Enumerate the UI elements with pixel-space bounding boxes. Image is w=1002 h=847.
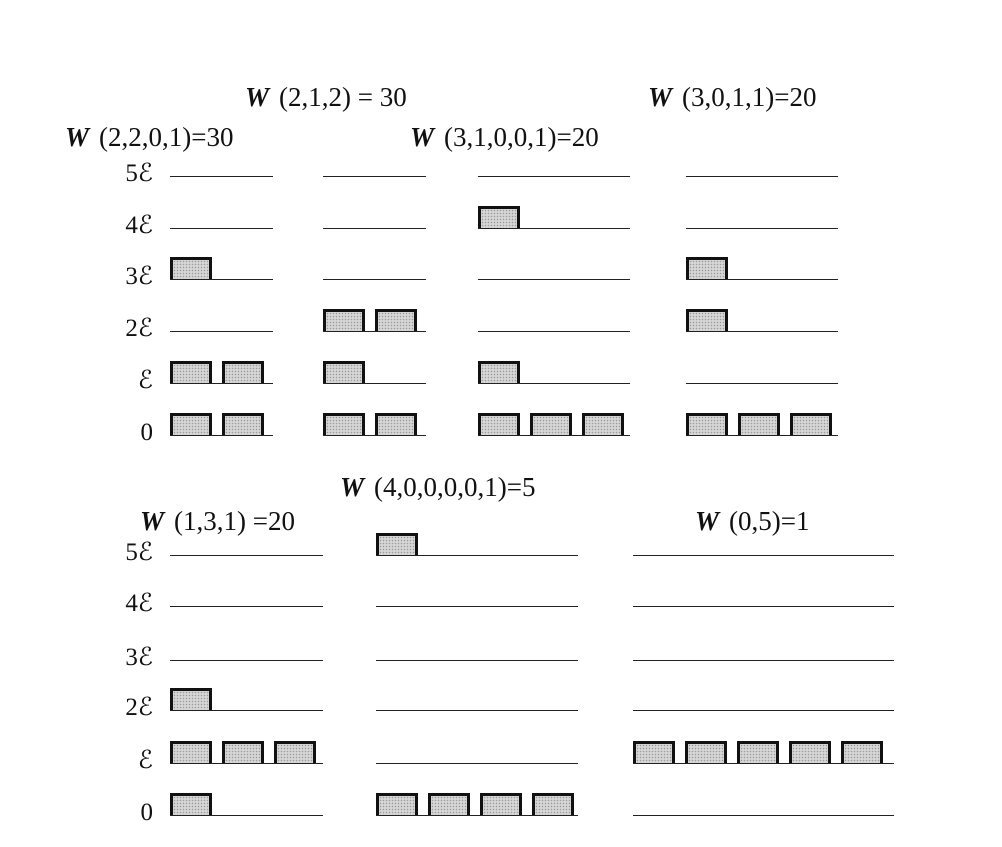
energy-level-line bbox=[170, 815, 323, 816]
macrostate-occupation-label: (3,0,1,1)=20 bbox=[682, 82, 817, 112]
macrostate-title bbox=[140, 506, 295, 536]
particle-box bbox=[530, 413, 572, 435]
particle-box bbox=[685, 741, 727, 763]
particle-box bbox=[170, 413, 212, 435]
energy-level-line bbox=[478, 176, 630, 177]
energy-level-line bbox=[633, 660, 894, 661]
particle-box bbox=[170, 688, 212, 710]
energy-level-line bbox=[323, 383, 426, 384]
particle-box bbox=[323, 309, 365, 331]
energy-level-line bbox=[376, 815, 578, 816]
energy-level-line bbox=[170, 228, 273, 229]
particle-box bbox=[375, 309, 417, 331]
energy-level-label: ℰ bbox=[137, 747, 153, 774]
weight-symbol: W bbox=[245, 82, 270, 112]
particle-box bbox=[789, 741, 831, 763]
energy-level-line bbox=[478, 383, 630, 384]
energy-level-line bbox=[686, 383, 838, 384]
particle-box bbox=[222, 741, 264, 763]
particle-box bbox=[274, 741, 316, 763]
particle-box bbox=[375, 413, 417, 435]
energy-level-line bbox=[633, 763, 894, 764]
energy-level-label: 3ℰ bbox=[125, 644, 153, 671]
energy-level-line bbox=[323, 176, 426, 177]
energy-level-label: 3ℰ bbox=[125, 263, 153, 290]
particle-box bbox=[790, 413, 832, 435]
energy-level-label: 2ℰ bbox=[125, 315, 153, 342]
particle-box bbox=[633, 741, 675, 763]
particle-box bbox=[170, 741, 212, 763]
energy-level-label: 0 bbox=[140, 419, 153, 446]
energy-level-line bbox=[478, 331, 630, 332]
particle-box bbox=[222, 361, 264, 383]
energy-level-label: 5ℰ bbox=[125, 160, 153, 187]
energy-level-line bbox=[478, 279, 630, 280]
energy-level-line bbox=[686, 435, 838, 436]
particle-box bbox=[170, 361, 212, 383]
energy-level-line bbox=[686, 176, 838, 177]
macrostate-title bbox=[695, 506, 809, 536]
macrostate-occupation-label: (2,1,2) = 30 bbox=[279, 82, 407, 112]
particle-box bbox=[222, 413, 264, 435]
particle-box bbox=[376, 793, 418, 815]
particle-box bbox=[582, 413, 624, 435]
energy-level-line bbox=[170, 606, 323, 607]
particle-box bbox=[841, 741, 883, 763]
particle-box bbox=[478, 413, 520, 435]
macrostate-occupation-label: (3,1,0,0,1)=20 bbox=[444, 122, 599, 152]
weight-symbol: W bbox=[140, 506, 165, 536]
energy-level-label: 0 bbox=[140, 799, 153, 826]
energy-level-line bbox=[323, 331, 426, 332]
energy-level-line bbox=[170, 176, 273, 177]
particle-box bbox=[323, 413, 365, 435]
energy-level-label: ℰ bbox=[137, 367, 153, 394]
energy-level-line bbox=[633, 815, 894, 816]
energy-level-line bbox=[686, 228, 838, 229]
particle-box bbox=[480, 793, 522, 815]
particle-box bbox=[532, 793, 574, 815]
energy-level-label: 5ℰ bbox=[125, 539, 153, 566]
energy-level-line bbox=[170, 279, 273, 280]
energy-level-label: 4ℰ bbox=[125, 212, 153, 239]
particle-box bbox=[323, 361, 365, 383]
weight-symbol: W bbox=[695, 506, 720, 536]
energy-level-line bbox=[478, 228, 630, 229]
energy-level-line bbox=[376, 763, 578, 764]
macrostate-occupation-label: (2,2,0,1)=30 bbox=[99, 122, 234, 152]
macrostate-title bbox=[410, 122, 599, 152]
energy-level-line bbox=[170, 435, 273, 436]
weight-symbol: W bbox=[648, 82, 673, 112]
energy-level-line bbox=[686, 279, 838, 280]
particle-box bbox=[686, 413, 728, 435]
particle-box bbox=[428, 793, 470, 815]
macrostate-title bbox=[340, 472, 535, 502]
energy-level-line bbox=[170, 383, 273, 384]
particle-box bbox=[738, 413, 780, 435]
energy-level-line bbox=[323, 435, 426, 436]
energy-level-label: 2ℰ bbox=[125, 694, 153, 721]
energy-level-line bbox=[478, 435, 630, 436]
energy-level-line bbox=[686, 331, 838, 332]
energy-level-line bbox=[376, 660, 578, 661]
particle-box bbox=[478, 361, 520, 383]
weight-symbol: W bbox=[410, 122, 435, 152]
macrostate-title bbox=[65, 122, 233, 152]
particle-box bbox=[170, 257, 212, 279]
macrostate-title bbox=[245, 82, 407, 112]
energy-level-line bbox=[633, 710, 894, 711]
particle-box bbox=[737, 741, 779, 763]
energy-level-line bbox=[633, 606, 894, 607]
energy-level-line bbox=[170, 331, 273, 332]
particle-box bbox=[376, 533, 418, 555]
energy-level-line bbox=[376, 710, 578, 711]
energy-level-line bbox=[376, 555, 578, 556]
energy-level-line bbox=[170, 710, 323, 711]
macrostate-occupation-label: (1,3,1) =20 bbox=[174, 506, 295, 536]
energy-level-line bbox=[170, 763, 323, 764]
particle-box bbox=[478, 206, 520, 228]
macrostate-occupation-label: (4,0,0,0,0,1)=5 bbox=[374, 472, 536, 502]
particle-box bbox=[686, 257, 728, 279]
particle-box bbox=[170, 793, 212, 815]
energy-level-line bbox=[633, 555, 894, 556]
energy-level-line bbox=[323, 279, 426, 280]
weight-symbol: W bbox=[340, 472, 365, 502]
weight-symbol: W bbox=[65, 122, 90, 152]
energy-level-line bbox=[170, 660, 323, 661]
macrostate-title bbox=[648, 82, 816, 112]
particle-box bbox=[686, 309, 728, 331]
macrostate-occupation-label: (0,5)=1 bbox=[729, 506, 810, 536]
energy-level-label: 4ℰ bbox=[125, 590, 153, 617]
energy-level-line bbox=[323, 228, 426, 229]
energy-level-line bbox=[170, 555, 323, 556]
energy-level-line bbox=[376, 606, 578, 607]
